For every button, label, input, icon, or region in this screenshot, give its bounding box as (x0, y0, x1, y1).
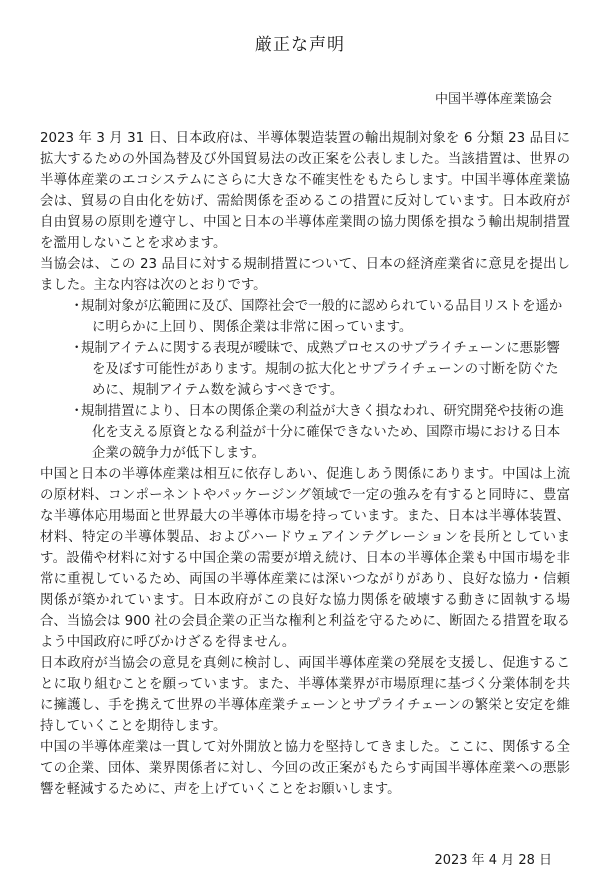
document-title: 厳正な声明 (255, 35, 345, 55)
paragraph-intro: 2023 年 3 月 31 日、日本政府は、半導体製造装置の輸出規制対象を 6 分類 23 品目に拡大するための外国為替及び外国貿易法の改正案を公表しました。当該措置は、世界の半導体産業のエコシステムにさらに大きな不確実性をもたらします。中国半導体産業協会は、貿易の自由化を妨げ、需給関係を歪めるこの措置に反対しています。日本政府が自由貿易の原則を遵守し、中国と日本の半導体産業間の協力関係を損なう輸出規制措置を濫用しないことを求めます。 (40, 131, 570, 251)
opinion-item: ・ 規制対象が広範囲に及び、国際社会で一般的に認められている品目リストを遥かに明らかに上回り、関係企業は非常に困っています。 (40, 296, 570, 338)
paragraph-submission: 当協会は、この 23 品目に対する規制措置について、日本の経済産業省に意見を提出しました。主な内容は次のとおりです。 (40, 257, 570, 293)
statement-body (40, 128, 570, 800)
paragraph-closing: 中国の半導体産業は一貫して対外開放と協力を堅持してきました。ここに、関係する全ての企業、団体、業界関係者に対し、今回の改正案がもたらす両国半導体産業への悪影響を軽減するために、声を上げていくことをお願いします。 (40, 740, 570, 797)
opinion-item: ・ 規制措置により、日本の関係企業の利益が大きく損なわれ、研究開発や技術の進化を支える原資となる利益が十分に確保できないため、国際市場における日本企業の競争力が低下します。 (40, 401, 570, 464)
paragraph-relations: 中国と日本の半導体産業は相互に依存しあい、促進しあう関係にあります。中国は上流の原材料、コンポーネントやパッケージング領域で一定の強みを有すると同時に、豊富な半導体応用場面と世界最大の半導体市場を持っています。また、日本は半導体装置、材料、特定の半導体製品、およびハードウェアインテグレーションを長所としています。設備や材料に対する中国企業の需要が増え続け、日本の半導体企業も中国市場を非常に重視しているため、両国の半導体産業には深いつながりがあり、良好な協力・信頼関係が築かれています。日本政府がこの良好な協力関係を破壊する動きに固執する場合、当協会は 900 社の会員企業の正当な権利と利益を守るために、断固たる措置を取るよう中国政府に呼びかけざるを得ません。 (40, 467, 570, 650)
statement-date: 2023 年 4 月 28 日 (434, 853, 552, 868)
issuing-organization: 中国半導体産業協会 (434, 92, 552, 107)
opinion-list (40, 296, 570, 464)
paragraph-request: 日本政府が当協会の意見を真剣に検討し、両国半導体産業の発展を支援し、促進することに取り組むことを願っています。また、半導体業界が市場原理に基づく分業体制を共に擁護し、手を携えて世界の半導体産業チェーンとサプライチェーンの繁栄と安定を維持していくことを期待します。 (40, 656, 570, 734)
opinion-item: ・ 規制アイテムに関する表現が曖昧で、成熟プロセスのサプライチェーンに悪影響を及ぼす可能性があります。規制の拡大化とサプライチェーンの寸断を防ぐために、規制アイテム数を減らすべきです。 (40, 338, 570, 401)
